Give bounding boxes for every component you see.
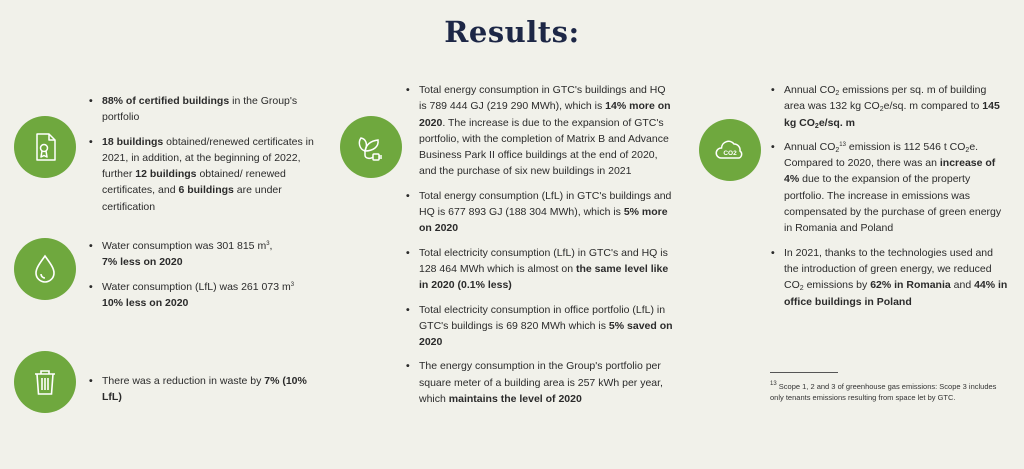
list-item: • 18 buildings obtained/renewed certificates in 2021, in addition, at the beginning of 2022, further 12 buildings obtained/ renewed certificates, and 6 buildings are under certification [88, 134, 318, 215]
list-item: • In 2021, thanks to the technologies used and the introduction of green energy, we reduced $CO_2$ emissions by 62% in Romania and 44% in office buildings in Poland [770, 245, 1010, 310]
footnote-divider [770, 372, 838, 373]
water-drop-icon [27, 251, 63, 287]
waste-icon-badge [14, 351, 76, 413]
list-item: • Total electricity consumption (LfL) in GTC's and HQ is 128 464 MWh which is almost on the same level like in 2020 (0.1% less) [405, 245, 675, 294]
list-item: • Water consumption (LfL) was 261 073 $m^3$ 10% less on 2020 [88, 279, 318, 312]
water-list [88, 238, 318, 319]
page-title: Results: [444, 15, 580, 49]
list-item: • There was a reduction in waste by 7% (10% LfL) [88, 373, 318, 406]
energy-list [405, 82, 675, 415]
energy-icon-badge [340, 116, 402, 178]
list-item: • The energy consumption in the Group's portfolio per square meter of a building area is 257 kWh per year, which maintains the level of 2020 [405, 358, 675, 407]
certificate-icon-badge [14, 116, 76, 178]
water-icon-badge [14, 238, 76, 300]
list-item: • Annual $CO_2^{13}$ emission is 112 546 t $CO_2e$. Compared to 2020, there was an increase of 4% due to the expansion of the property portfolio. The increase in emissions was compensated by the purchase of green energy in Romania and Poland [770, 139, 1010, 237]
certificates-list [88, 93, 318, 223]
leaf-plug-icon [353, 129, 389, 165]
co2-icon-badge [699, 119, 761, 181]
trash-bin-icon [27, 364, 63, 400]
list-item: • 88% of certified buildings in the Group's portfolio [88, 93, 318, 126]
waste-list [88, 373, 318, 414]
certificate-icon [27, 129, 63, 165]
footnote: $^{13}$ Scope 1, 2 and 3 of greenhouse gas emissions: Scope 3 includes only tenants emissions resulting from space let by GTC. [770, 381, 997, 402]
list-item: • Water consumption was 301 815 $m^3$, 7% less on 2020 [88, 238, 318, 271]
svg-text:CO2: CO2 [723, 150, 737, 157]
list-item: • Total energy consumption (LfL) in GTC's buildings and HQ is 677 893 GJ (188 304 MWh), which is 5% more on 2020 [405, 188, 675, 237]
list-item: • Annual $CO_2$ emissions per sq. m of building area was 132 kg $CO_2e/sq$. m compared to 145 kg $CO_2e/sq$. m [770, 82, 1010, 131]
list-item: • Total energy consumption in GTC's buildings and HQ is 789 444 GJ (219 290 MWh), which is 14% more on 2020. The increase is due to the expansion of GTC's portfolio, with the completion of Matrix B and Advance Business Park II office buildings at the end of 2020, and the purchase of six new buildings in 2021 [405, 82, 675, 180]
list-item: • Total electricity consumption in office portfolio (LfL) in GTC's buildings is 69 820 MWh which is 5% saved on 2020 [405, 302, 675, 351]
emissions-list [770, 82, 1010, 318]
co2-cloud-icon [712, 132, 748, 168]
